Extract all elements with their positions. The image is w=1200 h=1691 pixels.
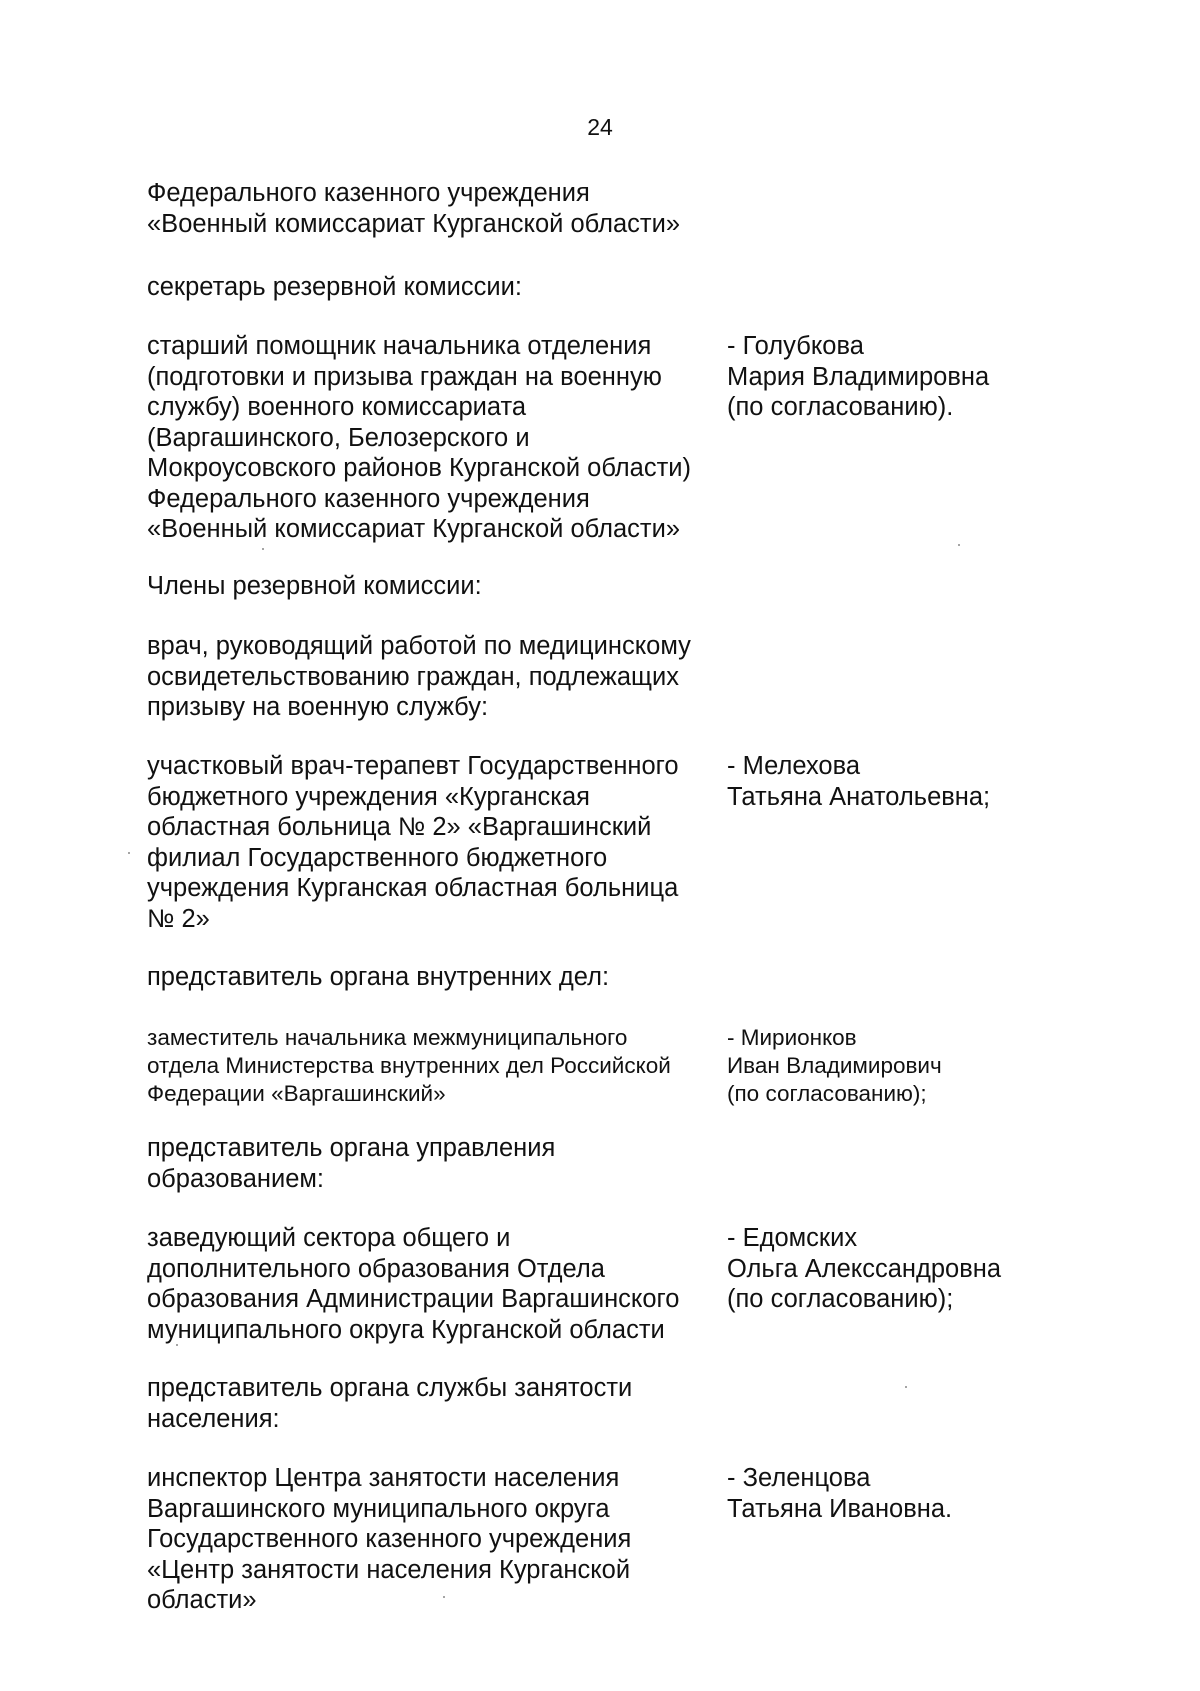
scan-speck bbox=[176, 1344, 178, 1346]
scan-speck bbox=[905, 1386, 907, 1388]
scan-speck bbox=[128, 852, 130, 854]
internal-affairs-position: заместитель начальника межмуниципального отдела Министерства внутренних дел Российской Федерации «Варгашинский» bbox=[147, 1025, 671, 1106]
section-heading-internal-affairs: представитель органа внутренних дел: bbox=[147, 963, 610, 991]
section-heading-education: представитель органа управления образованием: bbox=[147, 1134, 556, 1193]
employment-position: инспектор Центра занятости населения Варгашинского муниципального округа Государственного казенного учреждения «Центр занятости населения Курганской области» bbox=[147, 1464, 632, 1614]
header-organization: Федерального казенного учреждения «Военный комиссариат Курганской области» bbox=[147, 179, 681, 238]
section-heading-secretary: секретарь резервной комиссии: bbox=[147, 273, 522, 301]
scan-speck bbox=[443, 1596, 445, 1598]
secretary-position: старший помощник начальника отделения (подготовки и призыва граждан на военную службу) военного комиссариата (Варгашинского, Белозерского и Мокроусовского районов Курганской области) Федерального казенного учреждения «Военный комиссариат Курганской области» bbox=[147, 332, 692, 543]
internal-affairs-name: - Мирионков Иван Владимирович (по согласованию); bbox=[727, 1025, 942, 1106]
doctor-position: участковый врач-терапевт Государственного бюджетного учреждения «Курганская областная больница № 2» «Варгашинский филиал Государственного бюджетного учреждения Курганская областная больница № 2» bbox=[147, 752, 679, 933]
education-position: заведующий сектора общего и дополнительного образования Отдела образования Администрации Варгашинского муниципального округа Курганской области bbox=[147, 1224, 680, 1344]
scan-speck bbox=[262, 548, 264, 550]
secretary-name: - Голубкова Мария Владимировна (по согласованию). bbox=[727, 332, 990, 421]
section-heading-employment: представитель органа службы занятости населения: bbox=[147, 1374, 633, 1433]
section-heading-members: Члены резервной комиссии: bbox=[147, 572, 482, 600]
section-heading-doctor: врач, руководящий работой по медицинскому освидетельствованию граждан, подлежащих призыву на военную службу: bbox=[147, 632, 691, 721]
education-name: - Едомских Ольга Алекссандровна (по согласованию); bbox=[727, 1224, 1002, 1313]
scan-speck bbox=[958, 544, 960, 546]
page-number: 24 bbox=[587, 114, 613, 140]
doctor-name: - Мелехова Татьяна Анатольевна; bbox=[727, 752, 991, 811]
employment-name: - Зеленцова Татьяна Ивановна. bbox=[727, 1464, 953, 1523]
